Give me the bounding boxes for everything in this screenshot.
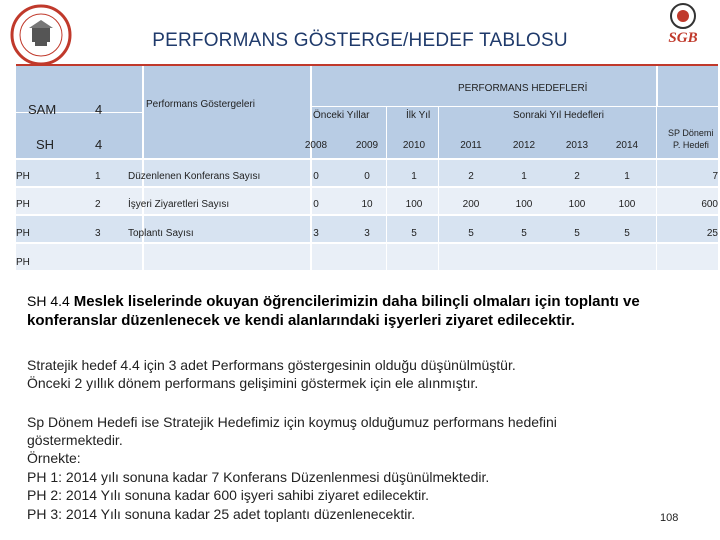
table-cell: 0 xyxy=(313,199,319,210)
grid-line xyxy=(16,242,718,244)
table-cell: 1 xyxy=(624,171,630,182)
body-line: Önceki 2 yıllık dönem performans gelişimini göstermek için ele alınmıştır. xyxy=(27,375,479,391)
sh-label: SH xyxy=(36,137,55,152)
body-line: PH 1: 2014 yılı sonuna kadar 7 Konferans Düzenlenmesi düşünülmektedir. xyxy=(27,469,490,485)
table-cell: 100 xyxy=(515,199,533,210)
table-cell: 5 xyxy=(574,228,580,239)
grid-line xyxy=(16,214,718,216)
grid-line xyxy=(310,66,312,270)
row-code: PH xyxy=(16,228,30,239)
row-number: 2 xyxy=(95,199,101,210)
row-number: 3 xyxy=(95,228,101,239)
indicator-header: Performans Göstergeleri xyxy=(146,99,255,110)
sp-target-cell: 25 xyxy=(706,228,718,239)
year-header: 2013 xyxy=(565,140,589,151)
body-line: Örnekte: xyxy=(27,450,81,466)
grid-line xyxy=(656,66,658,106)
grid-line xyxy=(438,106,439,270)
sam-value: 4 xyxy=(95,102,103,117)
sgb-logo xyxy=(650,2,716,46)
year-header: 2014 xyxy=(615,140,639,151)
year-header: 2012 xyxy=(512,140,536,151)
sp-header-line2: P. Hedefi xyxy=(673,140,709,150)
sp-target-cell: 600 xyxy=(701,199,718,210)
table-cell: 1 xyxy=(521,171,527,182)
table-cell: 200 xyxy=(462,199,480,210)
header xyxy=(0,0,720,66)
sam-label: SAM xyxy=(28,102,57,117)
row-number: 1 xyxy=(95,171,101,182)
year-header: 2010 xyxy=(402,140,426,151)
grid-line xyxy=(386,106,387,270)
table-cell: 100 xyxy=(618,199,636,210)
sgb-logo-text: SGB xyxy=(668,30,698,46)
grid-line xyxy=(656,106,657,270)
row-code: PH xyxy=(16,171,30,182)
sp-target-cell: 7 xyxy=(712,171,718,182)
table-cell: 5 xyxy=(521,228,527,239)
body-line: PH 2: 2014 Yılı sonuna kadar 600 işyeri sahibi ziyaret edilecektir. xyxy=(27,487,430,503)
year-header: 2011 xyxy=(460,140,482,151)
sp-header-line1: SP Dönemi xyxy=(668,128,714,138)
table-cell: 2 xyxy=(574,171,580,182)
table-cell: 10 xyxy=(361,199,373,210)
year-header: 2008 xyxy=(304,140,328,151)
last-row-code: PH xyxy=(16,257,30,268)
row-indicator-name: Düzenlenen Konferans Sayısı xyxy=(128,171,261,182)
table-cell: 5 xyxy=(468,228,474,239)
table-row xyxy=(16,242,718,270)
table-cell: 3 xyxy=(364,228,370,239)
body-line: PH 3: 2014 Yılı sonuna kadar 25 adet toplantı düzenlenecektir. xyxy=(27,506,416,522)
body-line: Stratejik hedef 4.4 için 3 adet Performans göstergesinin olduğu düşünülmüştür. xyxy=(27,357,516,373)
row-code: PH xyxy=(16,199,30,210)
table-cell: 3 xyxy=(313,228,319,239)
table-cell: 5 xyxy=(411,228,417,239)
sh-value: 4 xyxy=(95,137,103,152)
first-year-header: İlk Yıl xyxy=(406,110,431,121)
row-indicator-name: İşyeri Ziyaretleri Sayısı xyxy=(128,199,230,210)
page-number: 108 xyxy=(660,512,679,524)
page-title: PERFORMANS GÖSTERGE/HEDEF TABLOSU xyxy=(152,30,568,51)
grid-line xyxy=(16,186,718,188)
previous-years-header: Önceki Yıllar xyxy=(313,110,370,121)
next-years-header: Sonraki Yıl Hedefleri xyxy=(513,110,604,121)
body-line: Sp Dönem Hedefi ise Stratejik Hedefimiz için koymuş olduğumuz performans hedefini xyxy=(27,414,557,430)
goal-text: Meslek liselerinde okuyan öğrencilerimizin daha bilinçli olmaları için toplantı ve konferanslar düzenlenecek ve kendi alanlarındaki işyerleri ziyaret edilecektir. xyxy=(27,293,640,329)
performance-table xyxy=(16,66,718,270)
table-cell: 100 xyxy=(568,199,586,210)
table-cell: 5 xyxy=(624,228,630,239)
table-cell: 2 xyxy=(468,171,474,182)
goal-code: SH 4.4 xyxy=(27,293,74,309)
table-cell: 1 xyxy=(411,171,417,182)
sgb-logo-icon xyxy=(650,2,716,46)
group-header-label: PERFORMANS HEDEFLERİ xyxy=(458,83,588,94)
table-cell: 0 xyxy=(313,171,319,182)
year-header: 2009 xyxy=(355,140,379,151)
grid-line xyxy=(142,66,144,270)
row-indicator-name: Toplantı Sayısı xyxy=(128,228,194,239)
table-cell: 0 xyxy=(364,171,370,182)
strategic-goal-statement xyxy=(27,292,707,330)
table-cell: 100 xyxy=(405,199,423,210)
body-line: göstermektedir. xyxy=(27,432,123,448)
grid-line xyxy=(16,158,718,160)
indicator-header-block xyxy=(142,66,310,158)
